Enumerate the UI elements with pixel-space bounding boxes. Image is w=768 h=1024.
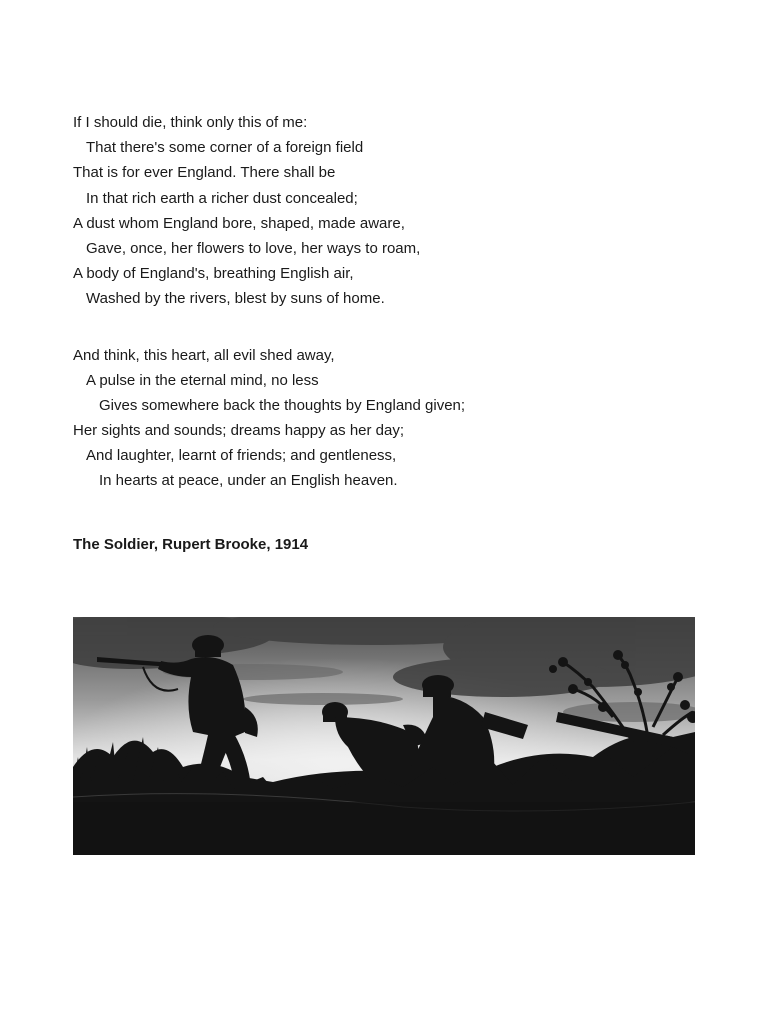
poem-line: Washed by the rivers, blest by suns of home. xyxy=(86,290,385,308)
poem-line: A pulse in the eternal mind, no less xyxy=(86,371,319,389)
poem-line: That is for ever England. There shall be xyxy=(73,164,336,182)
poem-line: Her sights and sounds; dreams happy as her day; xyxy=(73,422,405,440)
soldiers-silhouette-photo xyxy=(73,617,695,855)
poem-line: And laughter, learnt of friends; and gentleness, xyxy=(86,447,397,465)
poem-caption: The Soldier, Rupert Brooke, 1914 xyxy=(73,536,309,553)
poem-line: A dust whom England bore, shaped, made aware, xyxy=(73,214,405,232)
poem-line: If I should die, think only this of me: xyxy=(73,114,308,131)
poem-line: In that rich earth a richer dust concealed; xyxy=(86,189,358,207)
poem-line: In hearts at peace, under an English heaven. xyxy=(99,472,398,490)
poem-line: And think, this heart, all evil shed away, xyxy=(73,346,335,364)
poem xyxy=(73,110,713,494)
ground-shade xyxy=(73,802,695,855)
poem-line: Gave, once, her flowers to love, her ways to roam, xyxy=(86,239,421,257)
poem-line: That there's some corner of a foreign field xyxy=(86,139,364,157)
stanza-2 xyxy=(73,343,713,494)
poem-line: Gives somewhere back the thoughts by England given; xyxy=(99,396,466,414)
stanza-1 xyxy=(73,110,713,312)
poem-line: A body of England's, breathing English air, xyxy=(73,265,354,283)
